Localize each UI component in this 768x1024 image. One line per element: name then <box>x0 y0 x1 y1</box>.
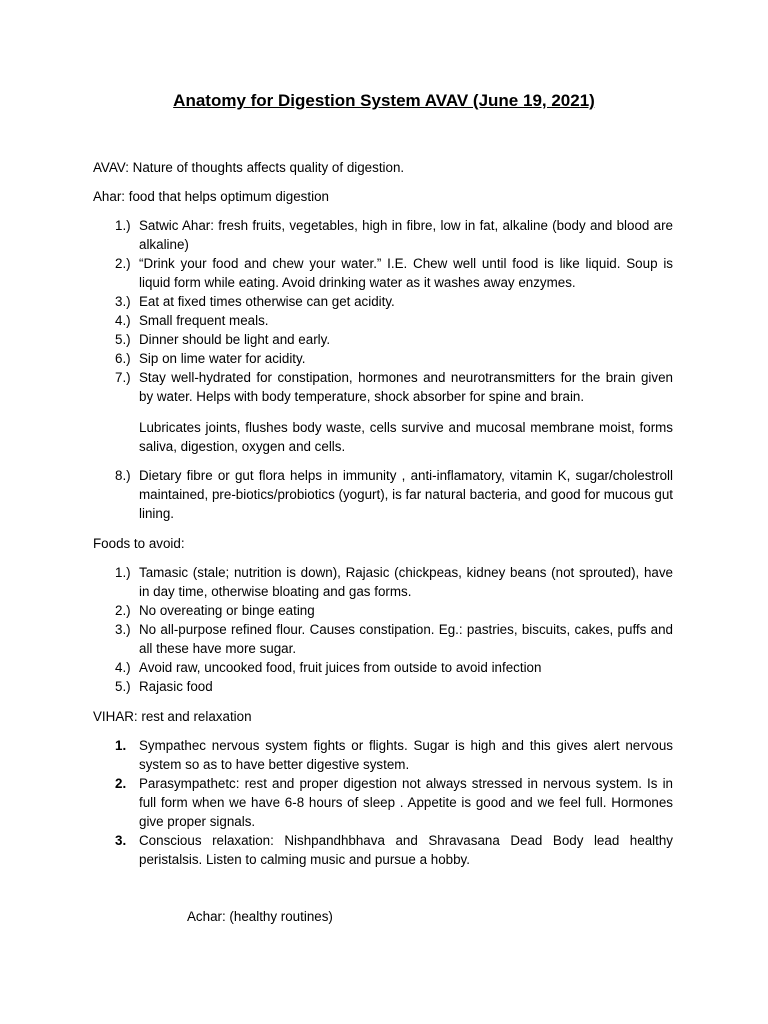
list-number: 5.) <box>115 332 131 347</box>
list-item <box>93 292 673 311</box>
list-number: 3. <box>115 833 127 848</box>
achar-heading: Achar: (healthy routines) <box>187 909 333 924</box>
list-item <box>93 466 673 523</box>
list-text: Tamasic (stale; nutrition is down), Rajasic (chickpeas, kidney beans (not sprouted), have in day time, otherwise bloating and gas forms. <box>139 565 673 599</box>
list-number: 5.) <box>115 679 131 694</box>
list-item <box>93 677 673 696</box>
document-title: Anatomy for Digestion System AVAV (June 19, 2021) <box>173 91 595 110</box>
list-text: Parasympathetc: rest and proper digestion not always stressed in nervous system. Is in full form when we have 6-8 hours of sleep . Appetite is good and we feel full. Hormones give proper signals. <box>139 776 673 829</box>
list-number: 1.) <box>115 218 131 233</box>
list-number: 7.) <box>115 370 131 385</box>
list-item <box>93 563 673 601</box>
list-number: 3.) <box>115 622 131 637</box>
ahar-list-continued <box>93 466 673 523</box>
list-item <box>93 620 673 658</box>
vihar-list <box>93 736 673 869</box>
list-item <box>93 831 673 869</box>
list-text: Sympathec nervous system fights or flights. Sugar is high and this gives alert nervous system so as to have better digestive system. <box>139 738 673 772</box>
intro-text: AVAV: Nature of thoughts affects quality of digestion. <box>93 160 405 175</box>
list-text: No all-purpose refined flour. Causes constipation. Eg.: pastries, biscuits, cakes, puffs and all these have more sugar. <box>139 622 673 656</box>
list-text: Eat at fixed times otherwise can get acidity. <box>139 294 395 309</box>
list-text: Conscious relaxation: Nishpandhbhava and Shravasana Dead Body lead healthy peristalsis. Listen to calming music and pursue a hobby. <box>139 833 673 867</box>
list-number: 1. <box>115 738 127 753</box>
list-text: No overeating or binge eating <box>139 603 315 618</box>
list-number: 2.) <box>115 603 131 618</box>
list-item <box>93 311 673 330</box>
list-number: 4.) <box>115 660 131 675</box>
list-number: 2.) <box>115 256 131 271</box>
list-item <box>93 601 673 620</box>
avoid-list <box>93 563 673 696</box>
list-text: Dietary fibre or gut flora helps in immunity , anti-inflamatory, vitamin K, sugar/cholestroll maintained, pre-biotics/probiotics (yogurt), is far natural bacteria, and good for mucous gut lining. <box>139 468 673 521</box>
hydration-note: Lubricates joints, flushes body waste, cells survive and mucosal membrane moist, forms saliva, digestion, oxygen and cells. <box>139 420 673 454</box>
list-item <box>93 349 673 368</box>
list-text: “Drink your food and chew your water.” I.E. Chew well until food is like liquid. Soup is liquid form while eating. Avoid drinking water as it washes away enzymes. <box>139 256 673 290</box>
avoid-heading: Foods to avoid: <box>93 536 185 551</box>
list-text: Stay well-hydrated for constipation, hormones and neurotransmitters for the brain given by water. Helps with body temperature, shock absorber for spine and brain. <box>139 370 673 404</box>
list-item <box>93 736 673 774</box>
list-number: 4.) <box>115 313 131 328</box>
vihar-heading: VIHAR: rest and relaxation <box>93 709 252 724</box>
ahar-heading: Ahar: food that helps optimum digestion <box>93 189 329 204</box>
list-text: Rajasic food <box>139 679 213 694</box>
list-number: 1.) <box>115 565 131 580</box>
list-item <box>93 330 673 349</box>
list-text: Small frequent meals. <box>139 313 269 328</box>
list-item <box>93 254 673 292</box>
list-item <box>93 658 673 677</box>
list-item <box>93 216 673 254</box>
list-text: Satwic Ahar: fresh fruits, vegetables, high in fibre, low in fat, alkaline (body and blood are alkaline) <box>139 218 673 252</box>
list-number: 6.) <box>115 351 131 366</box>
list-number: 3.) <box>115 294 131 309</box>
ahar-list <box>93 216 673 406</box>
list-number: 8.) <box>115 468 131 483</box>
list-text: Sip on lime water for acidity. <box>139 351 306 366</box>
list-item <box>93 368 673 406</box>
list-number: 2. <box>115 776 127 791</box>
list-item <box>93 774 673 831</box>
list-text: Avoid raw, uncooked food, fruit juices from outside to avoid infection <box>139 660 542 675</box>
list-text: Dinner should be light and early. <box>139 332 331 347</box>
